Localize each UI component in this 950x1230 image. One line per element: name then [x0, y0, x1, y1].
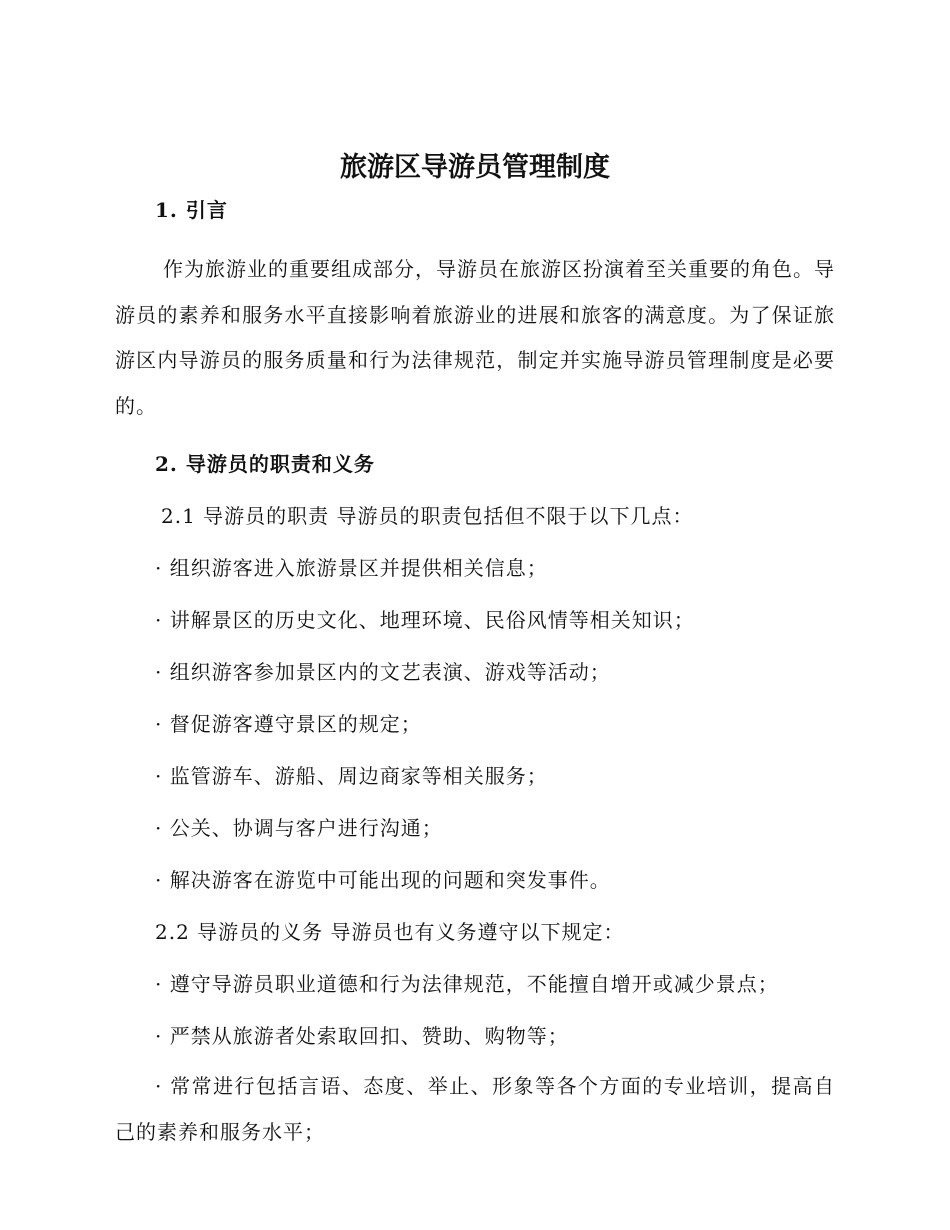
duty-bullet: · 讲解景区的历史文化、地理环境、民俗风情等相关知识；	[155, 608, 695, 632]
section-1-heading: 1. 引言	[155, 198, 228, 222]
section-2-heading: 2. 导游员的职责和义务	[155, 452, 375, 476]
duty-bullet: · 组织游客进入旅游景区并提供相关信息；	[155, 556, 548, 580]
section-1-paragraph: 作为旅游业的重要组成部分，导游员在旅游区扮演着至关重要的角色。导游员的素养和服务水平直接影响着旅游业的进展和旅客的满意度。为了保证旅游区内导游员的服务质量和行为法律规范，制定并实施导游员管理制度是必要的。	[115, 257, 835, 418]
obligation-bullet: · 严禁从旅游者处索取回扣、赞助、购物等；	[155, 1024, 569, 1048]
obligation-bullet: · 常常进行包括言语、态度、举止、形象等各个方面的专业培训，提高自己的素养和服务水平；	[115, 1074, 835, 1144]
duty-bullet: · 解决游客在游览中可能出现的问题和突发事件。	[155, 868, 611, 892]
duty-bullet: · 监管游车、游船、周边商家等相关服务；	[155, 764, 548, 788]
document-title: 旅游区导游员管理制度	[340, 152, 610, 183]
duty-bullet: · 组织游客参加景区内的文艺表演、游戏等活动；	[155, 660, 611, 684]
subsection-2-2-intro: 2.2 导游员的义务 导游员也有义务遵守以下规定：	[155, 920, 625, 944]
document-body	[115, 195, 835, 1155]
duty-bullet: · 公关、协调与客户进行沟通；	[155, 816, 443, 840]
duty-bullet: · 督促游客遵守景区的规定；	[155, 712, 422, 736]
subsection-2-1-intro: 2.1 导游员的职责 导游员的职责包括但不限于以下几点：	[161, 504, 694, 528]
obligation-bullet: · 遵守导游员职业道德和行为法律规范，不能擅自增开或减少景点；	[155, 972, 779, 996]
